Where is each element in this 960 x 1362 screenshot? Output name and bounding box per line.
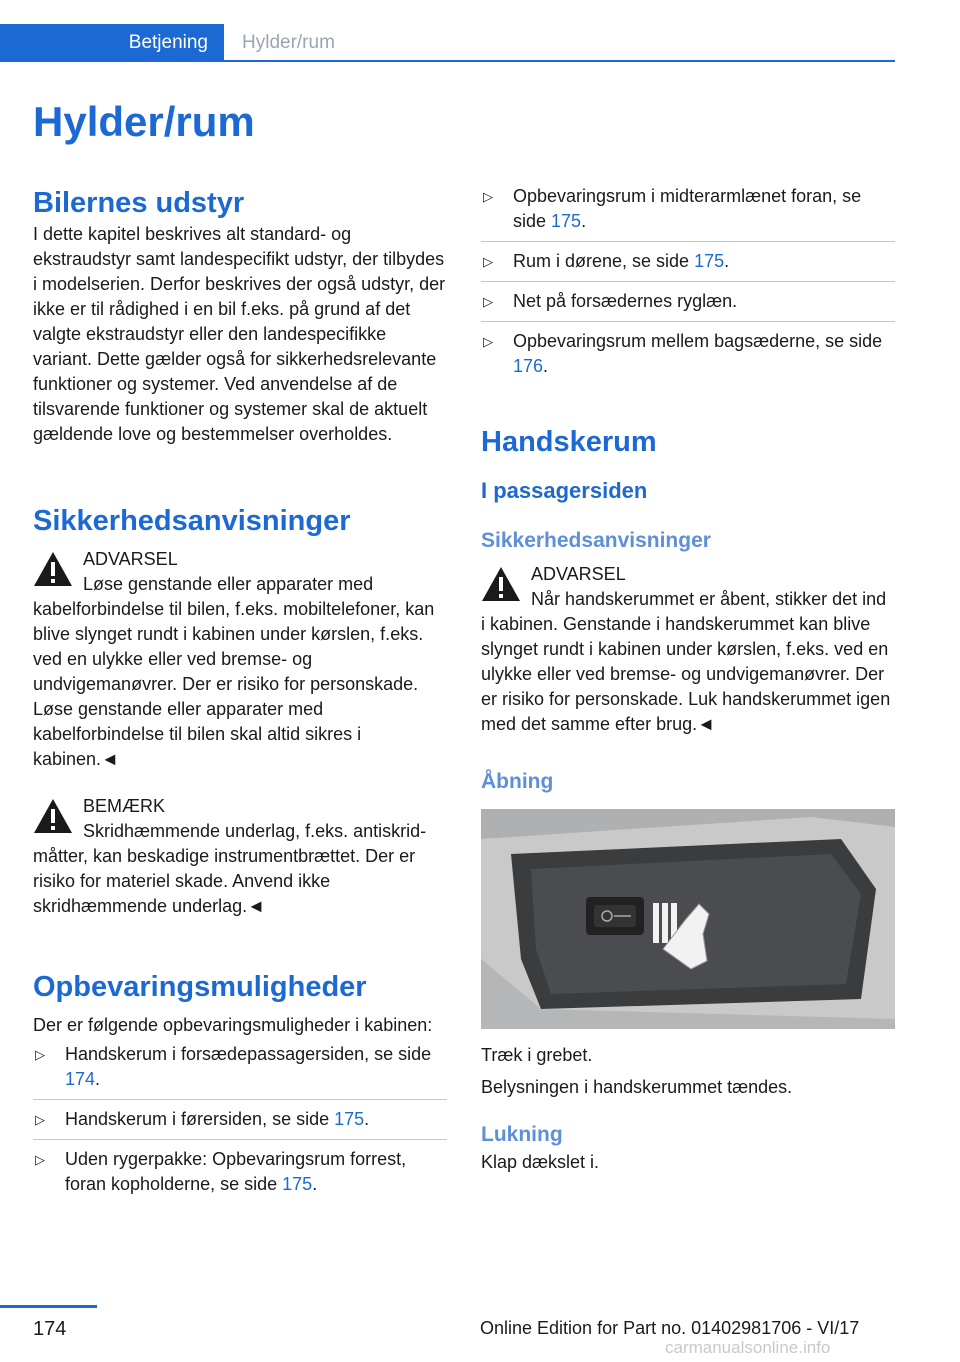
warning-triangle-icon [33, 798, 73, 834]
instruction-pull: Træk i grebet. [481, 1045, 593, 1065]
list-item: ▷ Handskerum i forsædepassagersiden, se side 174. [33, 1042, 447, 1100]
subsection-title-passagersiden: I passagersiden [481, 478, 648, 503]
instruction-light: Belysningen i handskerummet tændes. [481, 1077, 793, 1097]
list-item: ▷ Opbevaringsrum mellem bagsæderne, se side 176. [483, 331, 883, 376]
warning-text: Når handskerummet er åbent, stikker det ind i kabinen. Genstande i handskerummet kan blive slynget rundt i kabinen under kørslen, f.eks. ved en ulykke eller ved bremse- og undvigemanøvrer. Der er risiko for personskade. Luk handskerummet igen med det samme efter brug.◄ [481, 589, 891, 734]
watermark: carmanualsonline.info [665, 1338, 831, 1357]
page-link[interactable]: 175 [334, 1109, 365, 1129]
section-title-handskerum: Handskerum [481, 426, 657, 458]
warning-triangle-icon [481, 566, 521, 602]
triangle-bullet-icon: ▷ [483, 334, 493, 349]
page-link[interactable]: 176 [513, 356, 544, 376]
page-link[interactable]: 175 [551, 211, 582, 231]
list-item: ▷ Uden rygerpakke: Opbevaringsrum forrest, foran kopholderne, se side 175. [35, 1149, 407, 1194]
glovebox-handle-photo [481, 809, 895, 1029]
edition-text: Online Edition for Part no. 01402981706 - VI/17 [480, 1318, 860, 1338]
list-item: ▷ Net på forsædernes ryglæn. [481, 289, 895, 322]
section-title-sikkerhed: Sikkerhedsanvisninger [33, 505, 351, 537]
notice-box [33, 794, 447, 919]
triangle-bullet-icon: ▷ [483, 189, 493, 204]
section-text-bilernes-udstyr: I dette kapitel beskrives alt standard- og ekstraudstyr samt landespecifikt udstyr, der tilbydes i modelserien. Derfor beskrives der også udstyr, der ikke er til rådighed i en bil f.eks. på grund af det valgte ekstraudstyr eller den landespecifikke variant. Dette gælder også for sikkerhedsrelevante funktioner og systemer. Ved anvendelse af de tilsvarende funktioner og systemer skal de aktuelt gældende love og bestemmelser overholdes. [33, 224, 446, 444]
warning-box-1 [33, 547, 447, 772]
notice-text: Skridhæmmende underlag, f.eks. antiskrid-måtter, kan beskadige instrumentbrættet. Der er risiko for materiel skade. Anvend ikke skridhæmmende underlag.◄ [33, 821, 427, 916]
page-number: 174 [33, 1318, 67, 1340]
warning-box-glovebox [481, 562, 895, 737]
right-column [481, 184, 895, 1175]
section-title-bilernes-udstyr: Bilernes udstyr [33, 187, 245, 219]
page-link[interactable]: 174 [65, 1069, 96, 1089]
triangle-bullet-icon: ▷ [483, 294, 493, 309]
triangle-bullet-icon: ▷ [35, 1112, 45, 1127]
list-item: ▷ Opbevaringsrum i midterarmlænet foran, se side 175. [481, 184, 895, 242]
instruction-close: Klap dækslet i. [481, 1152, 600, 1172]
footer-divider [0, 1305, 97, 1308]
triangle-bullet-icon: ▷ [35, 1152, 45, 1167]
page-title: Hylder/rum [33, 98, 255, 145]
section-title-opbevaring: Opbevaringsmuligheder [33, 971, 367, 1003]
warning-text: Løse genstande eller apparater med kabelforbindelse til bilen, f.eks. mobiltelefoner, kan blive slynget rundt i kabinen under kørslen, f.eks. ved en ulykke eller ved bremse- og undvigemanøvrer. Der er risiko for personskade. Løse genstande eller apparater med kabelforbindelse til bilen skal altid sikres i kabinen.◄ [33, 574, 435, 769]
list-item: ▷ Handskerum i førersiden, se side 175. [33, 1107, 447, 1140]
subsection-title-sikkerhed: Sikkerhedsanvisninger [481, 529, 711, 552]
storage-list-right [481, 184, 895, 386]
subsection-title-lukning: Lukning [481, 1123, 563, 1146]
header-divider [224, 60, 895, 62]
tab-hylder-rum[interactable]: Hylder/rum [242, 32, 335, 53]
notice-heading: BEMÆRK [83, 796, 166, 816]
tab-betjening[interactable]: Betjening [0, 24, 224, 62]
list-item: ▷ Rum i dørene, se side 175. [481, 249, 895, 282]
storage-list-left [33, 1042, 447, 1204]
page-header [0, 24, 895, 62]
triangle-bullet-icon: ▷ [483, 254, 493, 269]
subsection-title-aabning: Åbning [481, 770, 554, 793]
triangle-bullet-icon: ▷ [35, 1047, 45, 1062]
warning-triangle-icon [33, 551, 73, 587]
warning-heading: ADVARSEL [83, 549, 178, 569]
warning-heading: ADVARSEL [531, 564, 626, 584]
page-link[interactable]: 175 [694, 251, 725, 271]
left-column [33, 184, 447, 1211]
section-text-opbevaring: Der er følgende opbevaringsmuligheder i kabinen: [33, 1015, 433, 1035]
page-link[interactable]: 175 [282, 1174, 313, 1194]
